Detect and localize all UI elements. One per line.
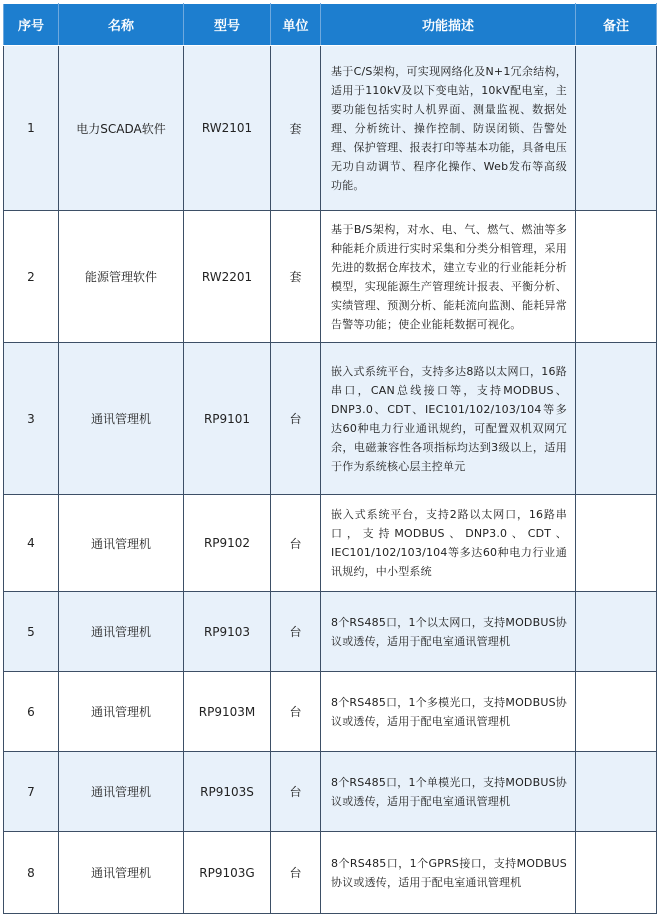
table-row (4, 832, 657, 914)
table-row (4, 672, 657, 752)
cell-unit: 套 (271, 211, 321, 343)
cell-description: 8个RS485口，1个多模光口，支持MODBUS协议或透传，适用于配电室通讯管理机 (321, 672, 576, 752)
cell-index: 4 (4, 495, 59, 592)
cell-index: 5 (4, 592, 59, 672)
product-spec-table (3, 3, 657, 914)
cell-model: RP9101 (184, 343, 271, 495)
cell-unit: 台 (271, 832, 321, 914)
cell-unit: 台 (271, 343, 321, 495)
cell-model: RP9103G (184, 832, 271, 914)
table-row (4, 752, 657, 832)
cell-unit: 台 (271, 672, 321, 752)
cell-name: 电力SCADA软件 (59, 46, 184, 211)
table-row (4, 46, 657, 211)
cell-name: 通讯管理机 (59, 343, 184, 495)
header-description: 功能描述 (321, 4, 576, 46)
cell-description: 嵌入式系统平台，支持2路以太网口，16路串口，支持MODBUS、DNP3.0、CDT、IEC101/102/103/104等多达60种电力行业通讯规约，中小型系统 (321, 495, 576, 592)
cell-description: 基于C/S架构，可实现网络化及N+1冗余结构，适用于110kV及以下变电站，10kV配电室，主要功能包括实时人机界面、测量监视、数据处理、分析统计、操作控制、防误闭锁、告警处理、保护管理、报表打印等基本功能，具备电压无功自动调节、程序化操作、Web发布等高级功能。 (321, 46, 576, 211)
cell-remark (576, 592, 657, 672)
cell-model: RP9103M (184, 672, 271, 752)
table-row (4, 211, 657, 343)
cell-index: 3 (4, 343, 59, 495)
table-row (4, 592, 657, 672)
cell-remark (576, 672, 657, 752)
cell-index: 2 (4, 211, 59, 343)
header-unit: 单位 (271, 4, 321, 46)
cell-name: 通讯管理机 (59, 672, 184, 752)
table-row (4, 343, 657, 495)
cell-remark (576, 211, 657, 343)
cell-model: RW2201 (184, 211, 271, 343)
cell-unit: 台 (271, 752, 321, 832)
header-row (4, 4, 657, 46)
cell-description: 8个RS485口，1个GPRS接口，支持MODBUS协议或透传，适用于配电室通讯管理机 (321, 832, 576, 914)
cell-index: 8 (4, 832, 59, 914)
cell-model: RP9103S (184, 752, 271, 832)
cell-unit: 台 (271, 592, 321, 672)
cell-description: 8个RS485口，1个以太网口，支持MODBUS协议或透传，适用于配电室通讯管理机 (321, 592, 576, 672)
cell-remark (576, 752, 657, 832)
cell-index: 7 (4, 752, 59, 832)
header-index: 序号 (4, 4, 59, 46)
header-name: 名称 (59, 4, 184, 46)
cell-model: RP9103 (184, 592, 271, 672)
cell-model: RP9102 (184, 495, 271, 592)
cell-description: 基于B/S架构，对水、电、气、燃气、燃油等多种能耗介质进行实时采集和分类分相管理，采用先进的数据仓库技术，建立专业的行业能耗分析模型，实现能源生产管理统计报表、平衡分析、实绩管理、预测分析、能耗流向监测、能耗异常告警等功能；使企业能耗数据可视化。 (321, 211, 576, 343)
table-row (4, 495, 657, 592)
cell-remark (576, 46, 657, 211)
cell-remark (576, 343, 657, 495)
cell-unit: 台 (271, 495, 321, 592)
cell-name: 通讯管理机 (59, 592, 184, 672)
cell-name: 通讯管理机 (59, 495, 184, 592)
cell-index: 1 (4, 46, 59, 211)
cell-name: 能源管理软件 (59, 211, 184, 343)
cell-model: RW2101 (184, 46, 271, 211)
cell-name: 通讯管理机 (59, 832, 184, 914)
cell-remark (576, 495, 657, 592)
cell-name: 通讯管理机 (59, 752, 184, 832)
cell-description: 嵌入式系统平台，支持多达8路以太网口，16路串口，CAN总线接口等，支持MODBUS、DNP3.0、CDT、IEC101/102/103/104等多达60种电力行业通讯规约，可配置双机双网冗余，电磁兼容性各项指标均达到3级以上，适用于作为系统核心层主控单元 (321, 343, 576, 495)
cell-remark (576, 832, 657, 914)
cell-description: 8个RS485口，1个单模光口，支持MODBUS协议或透传，适用于配电室通讯管理机 (321, 752, 576, 832)
cell-unit: 套 (271, 46, 321, 211)
header-remark: 备注 (576, 4, 657, 46)
cell-index: 6 (4, 672, 59, 752)
header-model: 型号 (184, 4, 271, 46)
